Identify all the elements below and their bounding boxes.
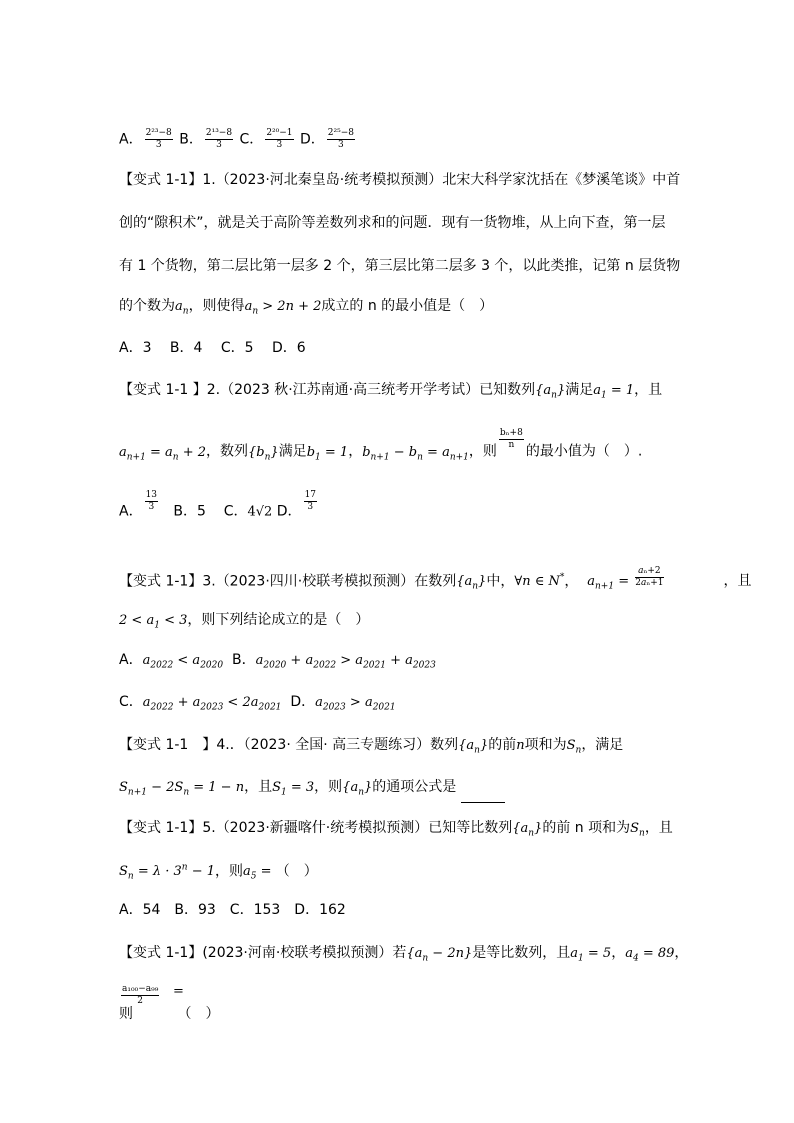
q1-math-inequality: $a_n > 2n + 2$ bbox=[244, 299, 322, 317]
q4-text-1b: 的前 bbox=[488, 737, 517, 753]
q2-option-b: B．5 bbox=[173, 503, 206, 520]
q3-option-b-label: B． bbox=[232, 652, 256, 668]
q5-text-1a: （2023·新疆喀什·统考模拟预测）已知等比数列 bbox=[215, 820, 513, 836]
q2-math-a1: $a_1 = 1$ bbox=[593, 383, 635, 401]
q4-line-1 bbox=[119, 735, 623, 761]
q6-text-1d: ， bbox=[674, 945, 689, 961]
q6-math-seq: $\{a_n - 2n\}$ bbox=[406, 946, 473, 964]
q2-option-c-label: C． bbox=[223, 503, 248, 520]
q6-math-a4: $a_4 = 89$ bbox=[625, 946, 675, 964]
q3-tag: 【变式 1-1】3. bbox=[119, 573, 216, 590]
q5-text-1b: 的前 n 项和为 bbox=[542, 820, 631, 836]
q1-text-4c: 成立的 n 的最小值是（ ） bbox=[321, 298, 494, 314]
q6-line-3 bbox=[119, 1004, 220, 1024]
q2-text-2d: ，则 bbox=[468, 443, 497, 460]
q3-math-bounds: $2 < a_1 < 3$ bbox=[119, 613, 188, 631]
q1-text-4a: 的个数为 bbox=[119, 298, 175, 314]
q0-option-c-label: C． bbox=[239, 131, 264, 148]
q4-text-2b: ，则 bbox=[314, 779, 343, 795]
q4-text-1c: 项和为 bbox=[524, 737, 567, 753]
q0-option-b-fraction: $\frac{\text{2¹³−8}}{3}$ bbox=[205, 128, 233, 150]
q4-math-seq: $\{a_n\}$ bbox=[458, 738, 489, 756]
q3-option-b: $a_{2020} + a_{2022} > a_{2021} + a_{2023}$ bbox=[255, 653, 436, 671]
q4-math-s1: $S_1 = 3$ bbox=[272, 780, 315, 798]
q1-text-1: （2023·河北秦皇岛·统考模拟预测）北宋大科学家沈括在《梦溪笔谈》中首 bbox=[215, 172, 681, 188]
q2-text-2e: 的最小值为（ ）. bbox=[525, 443, 643, 460]
q4-math-seq-2: $\{a_n\}$ bbox=[342, 780, 373, 798]
q0-option-d-label: D． bbox=[299, 131, 325, 148]
q5-text-2b: （ ） bbox=[275, 863, 318, 880]
q1-line-3: 有 1 个货物，第二层比第一层多 2 个，第三层比第二层多 3 个，以此类推，记第 n 层货物 bbox=[119, 258, 681, 274]
q5-math-sn: $S_n$ bbox=[630, 821, 645, 839]
q2-text-1b: 满足 bbox=[565, 382, 594, 398]
q2-line-2 bbox=[119, 428, 643, 467]
q3-recur-fraction: $\frac{\text{aₙ+2}}{\text{2aₙ+1}}$ bbox=[635, 565, 664, 588]
q4-math-n: n bbox=[516, 738, 525, 753]
q4-line-2 bbox=[119, 777, 505, 803]
q3-math-recur: $a_{n+1}$ = bbox=[587, 574, 634, 592]
q3-text-1a: （2023·四川·校联考模拟预测）在数列 bbox=[215, 573, 457, 590]
q3-math-forall: ∀n ∈ N* bbox=[514, 573, 565, 590]
q5-math-sum: $S_n = \lambda \cdot 3^n - 1$ bbox=[119, 863, 216, 882]
q2-math-b1: $b_1 = 1$ bbox=[306, 444, 349, 463]
q3-option-d-label: D． bbox=[290, 694, 316, 710]
q2-text-2a: ，数列 bbox=[206, 443, 249, 460]
q2-options bbox=[119, 490, 319, 523]
q5-math-a5: $a_5$ = bbox=[243, 864, 276, 882]
q5-line-2 bbox=[119, 858, 318, 887]
q2-math-seq-b: $\{b_n\}$ bbox=[248, 444, 279, 463]
q5-text-2a: ，则 bbox=[215, 863, 244, 880]
q3-text-1b: 中， bbox=[486, 573, 515, 590]
q3-options-cd bbox=[119, 692, 396, 718]
q2-math-recur-b: $b_{n+1} - b_n = a_{n+1}$ bbox=[362, 444, 469, 463]
q2-text-1c: ，且 bbox=[634, 382, 663, 398]
q4-tag: 【变式 1-1 】4. bbox=[119, 737, 230, 753]
q6-tag: 【变式 1-1】 bbox=[119, 945, 203, 961]
q5-tag: 【变式 1-1】5. bbox=[119, 820, 216, 836]
q3-text-1d: ，且 bbox=[723, 573, 752, 590]
q4-math-sn: $S_n$ bbox=[566, 738, 582, 756]
q2-option-c-value: 4√2 bbox=[247, 504, 273, 520]
q0-option-c-fraction: $\frac{\text{2²⁰−1}}{3}$ bbox=[266, 128, 293, 150]
q4-text-2a: ，且 bbox=[244, 779, 273, 795]
q2-option-a-label: A． bbox=[119, 503, 143, 520]
q6-equals: = bbox=[173, 984, 184, 999]
q2-math-recur-a: $a_{n+1} = a_n + 2$ bbox=[119, 444, 207, 463]
q5-text-1c: ，且 bbox=[644, 820, 673, 836]
q3-text-2b: ，则下列结论成立的是（ ） bbox=[187, 612, 370, 628]
q3-line-2 bbox=[119, 610, 369, 636]
q4-math-recur: $S_{n+1} - 2S_n = 1 - n$ bbox=[119, 780, 245, 798]
q2-text-2b: 满足 bbox=[278, 443, 307, 460]
q3-option-c: $a_{2022} + a_{2023} < 2a_{2021}$ bbox=[142, 695, 282, 713]
q2-text-2c: ， bbox=[348, 443, 363, 460]
q2-fraction: $\frac{\text{bₙ+8}}{n}$ bbox=[499, 428, 523, 450]
q1-math-an: $a_n$ bbox=[175, 299, 189, 317]
q3-options-ab bbox=[119, 650, 436, 676]
q5-math-seq: $\{a_n\}$ bbox=[512, 821, 543, 839]
q3-option-c-label: C． bbox=[119, 694, 143, 710]
q2-option-d-label: D． bbox=[276, 503, 302, 520]
q1-options: A．3 B．4 C．5 D．6 bbox=[119, 340, 306, 356]
q0-option-a-fraction: $\frac{\text{2²³−8}}{3}$ bbox=[145, 128, 172, 150]
q2-line-1 bbox=[119, 380, 662, 406]
q3-math-seq: $\{a_n\}$ bbox=[456, 574, 487, 592]
q2-option-a-fraction: $\frac{13}{3}$ bbox=[145, 490, 158, 512]
q4-text-2c: 的通项公式是 bbox=[372, 779, 457, 795]
q6-line-1 bbox=[119, 943, 688, 969]
q2-math-seq-a: $\{a_n\}$ bbox=[535, 383, 566, 401]
q6-text-2a: 则 bbox=[119, 1006, 133, 1022]
q0-option-a-label: A． bbox=[119, 131, 143, 148]
q1-text-4b: ，则使得 bbox=[188, 298, 245, 314]
q6-text-1b: 是等比数列，且 bbox=[472, 945, 571, 961]
q4-text-1a: ．（2023· 全国· 高三专题练习）数列 bbox=[229, 737, 459, 753]
q0-option-b-label: B． bbox=[179, 131, 203, 148]
q6-text-1c: ， bbox=[611, 945, 626, 961]
q1-line-2: 创的“隙积术”，就是关于高阶等差数列求和的问题．现有一货物堆，从上向下查，第一层 bbox=[119, 215, 666, 231]
q3-line-1 bbox=[119, 565, 752, 597]
q0-option-d-fraction: $\frac{\text{2²⁵−8}}{3}$ bbox=[327, 128, 354, 150]
q3-text-1c: ， bbox=[564, 573, 579, 590]
q3-option-a-label: A． bbox=[119, 652, 143, 668]
q4-answer-blank[interactable] bbox=[461, 788, 505, 803]
q6-text-1a: (2023·河南·校联考模拟预测）若 bbox=[202, 945, 407, 961]
q4-text-1d: ，满足 bbox=[581, 737, 624, 753]
q6-text-2b: （ ） bbox=[177, 1006, 220, 1022]
q1-line-1 bbox=[119, 170, 680, 190]
q3-option-a: $a_{2022} < a_{2020}$ bbox=[142, 653, 224, 671]
q3-option-d: $a_{2023} > a_{2021}$ bbox=[315, 695, 396, 713]
q5-options: A．54 B．93 C．153 D．162 bbox=[119, 902, 346, 918]
q6-math-a1: $a_1 = 5$ bbox=[570, 946, 612, 964]
q2-option-d-fraction: $\frac{17}{3}$ bbox=[304, 490, 317, 512]
q5-line-1 bbox=[119, 818, 673, 844]
q2-text-1a: （2023 秋·江苏南通·高三统考开学考试）已知数列 bbox=[220, 382, 536, 398]
q2-tag: 【变式 1-1 】2. bbox=[119, 382, 221, 398]
q0-options bbox=[119, 128, 357, 151]
q1-tag: 【变式 1-1】1. bbox=[119, 172, 216, 188]
q1-line-4 bbox=[119, 296, 493, 322]
q6-fraction: $\frac{\text{a₁₀₀−a₉₉}}{2}$ bbox=[122, 984, 159, 1006]
